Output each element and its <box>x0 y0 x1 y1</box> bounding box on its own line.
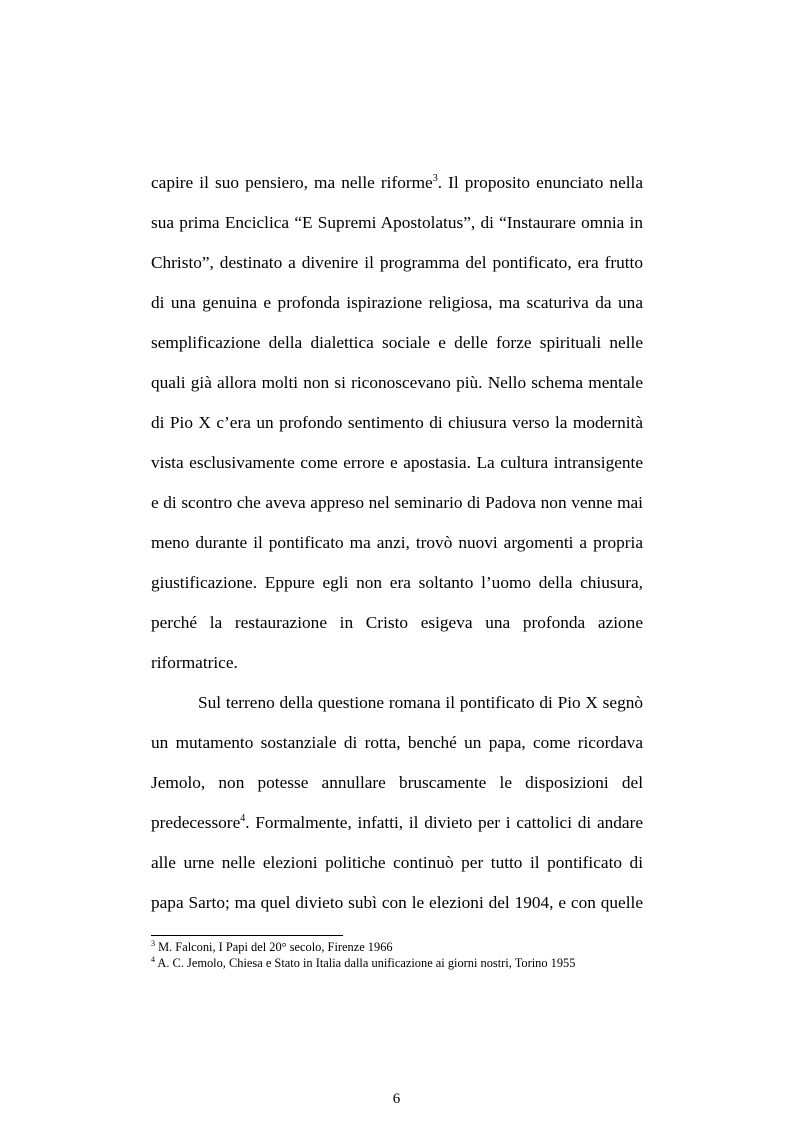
text-line-7: di Pio X c’era un profondo sentimento di chiusura verso la modernità <box>151 413 643 432</box>
text-line-14: Sul terreno della questione romana il pontificato di Pio X segnò <box>198 693 643 712</box>
text-line-6: quali già allora molti non si riconoscevano più. Nello schema mentale <box>151 373 643 392</box>
text-line-9: e di scontro che aveva appreso nel seminario di Padova non venne mai <box>151 493 643 512</box>
footnote-number: 3 <box>151 939 155 948</box>
text-line-15: un mutamento sostanziale di rotta, benché un papa, come ricordava <box>151 733 643 752</box>
text-line-1: capire il suo pensiero, ma nelle riforme$^3$. Il proposito enunciato nella <box>151 173 644 192</box>
footnote-ref-4: 4 <box>240 813 246 824</box>
text-line-13: riformatrice. <box>151 653 238 672</box>
text-line-12: perché la restaurazione in Cristo esigeva una profonda azione <box>151 613 643 632</box>
text-line-10: meno durante il pontificato ma anzi, trovò nuovi argomenti a propria <box>151 533 643 552</box>
text-line-3: Christo”, destinato a divenire il programma del pontificato, era frutto <box>151 253 643 272</box>
text-line-5: semplificazione della dialettica sociale e delle forze spirituali nelle <box>151 333 643 352</box>
page-number: 6 <box>392 1091 401 1107</box>
text-line-11: giustificazione. Eppure egli non era soltanto l’uomo della chiusura, <box>151 573 643 592</box>
footnote-ref-3: 3 <box>432 173 438 184</box>
text-line-16: Jemolo, non potesse annullare bruscamente le disposizioni del <box>151 773 643 792</box>
footnote-number: 4 <box>151 955 155 964</box>
text-line-18: alle urne nelle elezioni politiche continuò per tutto il pontificato di <box>151 853 643 872</box>
footnote-4: $^4$ A. C. Jemolo, Chiesa e Stato in Italia dalla unificazione ai giorni nostri, Torino 1955 <box>151 955 576 970</box>
text-line-17: predecessore$^4$. Formalmente, infatti, il divieto per i cattolici di andare <box>151 813 643 832</box>
footnotes <box>151 939 643 971</box>
text-line-2: sua prima Enciclica “E Supremi Apostolatus”, di “Instaurare omnia in <box>151 213 643 232</box>
text-line-8: vista esclusivamente come errore e apostasia. La cultura intransigente <box>151 453 643 472</box>
main-text <box>151 163 643 923</box>
text-line-4: di una genuina e profonda ispirazione religiosa, ma scaturiva da una <box>151 293 643 312</box>
footnote-3: $^3$ M. Falconi, I Papi del 20° secolo, Firenze 1966 <box>151 939 393 954</box>
footnote-divider <box>151 935 343 936</box>
text-line-19: papa Sarto; ma quel divieto subì con le elezioni del 1904, e con quelle <box>151 893 643 912</box>
